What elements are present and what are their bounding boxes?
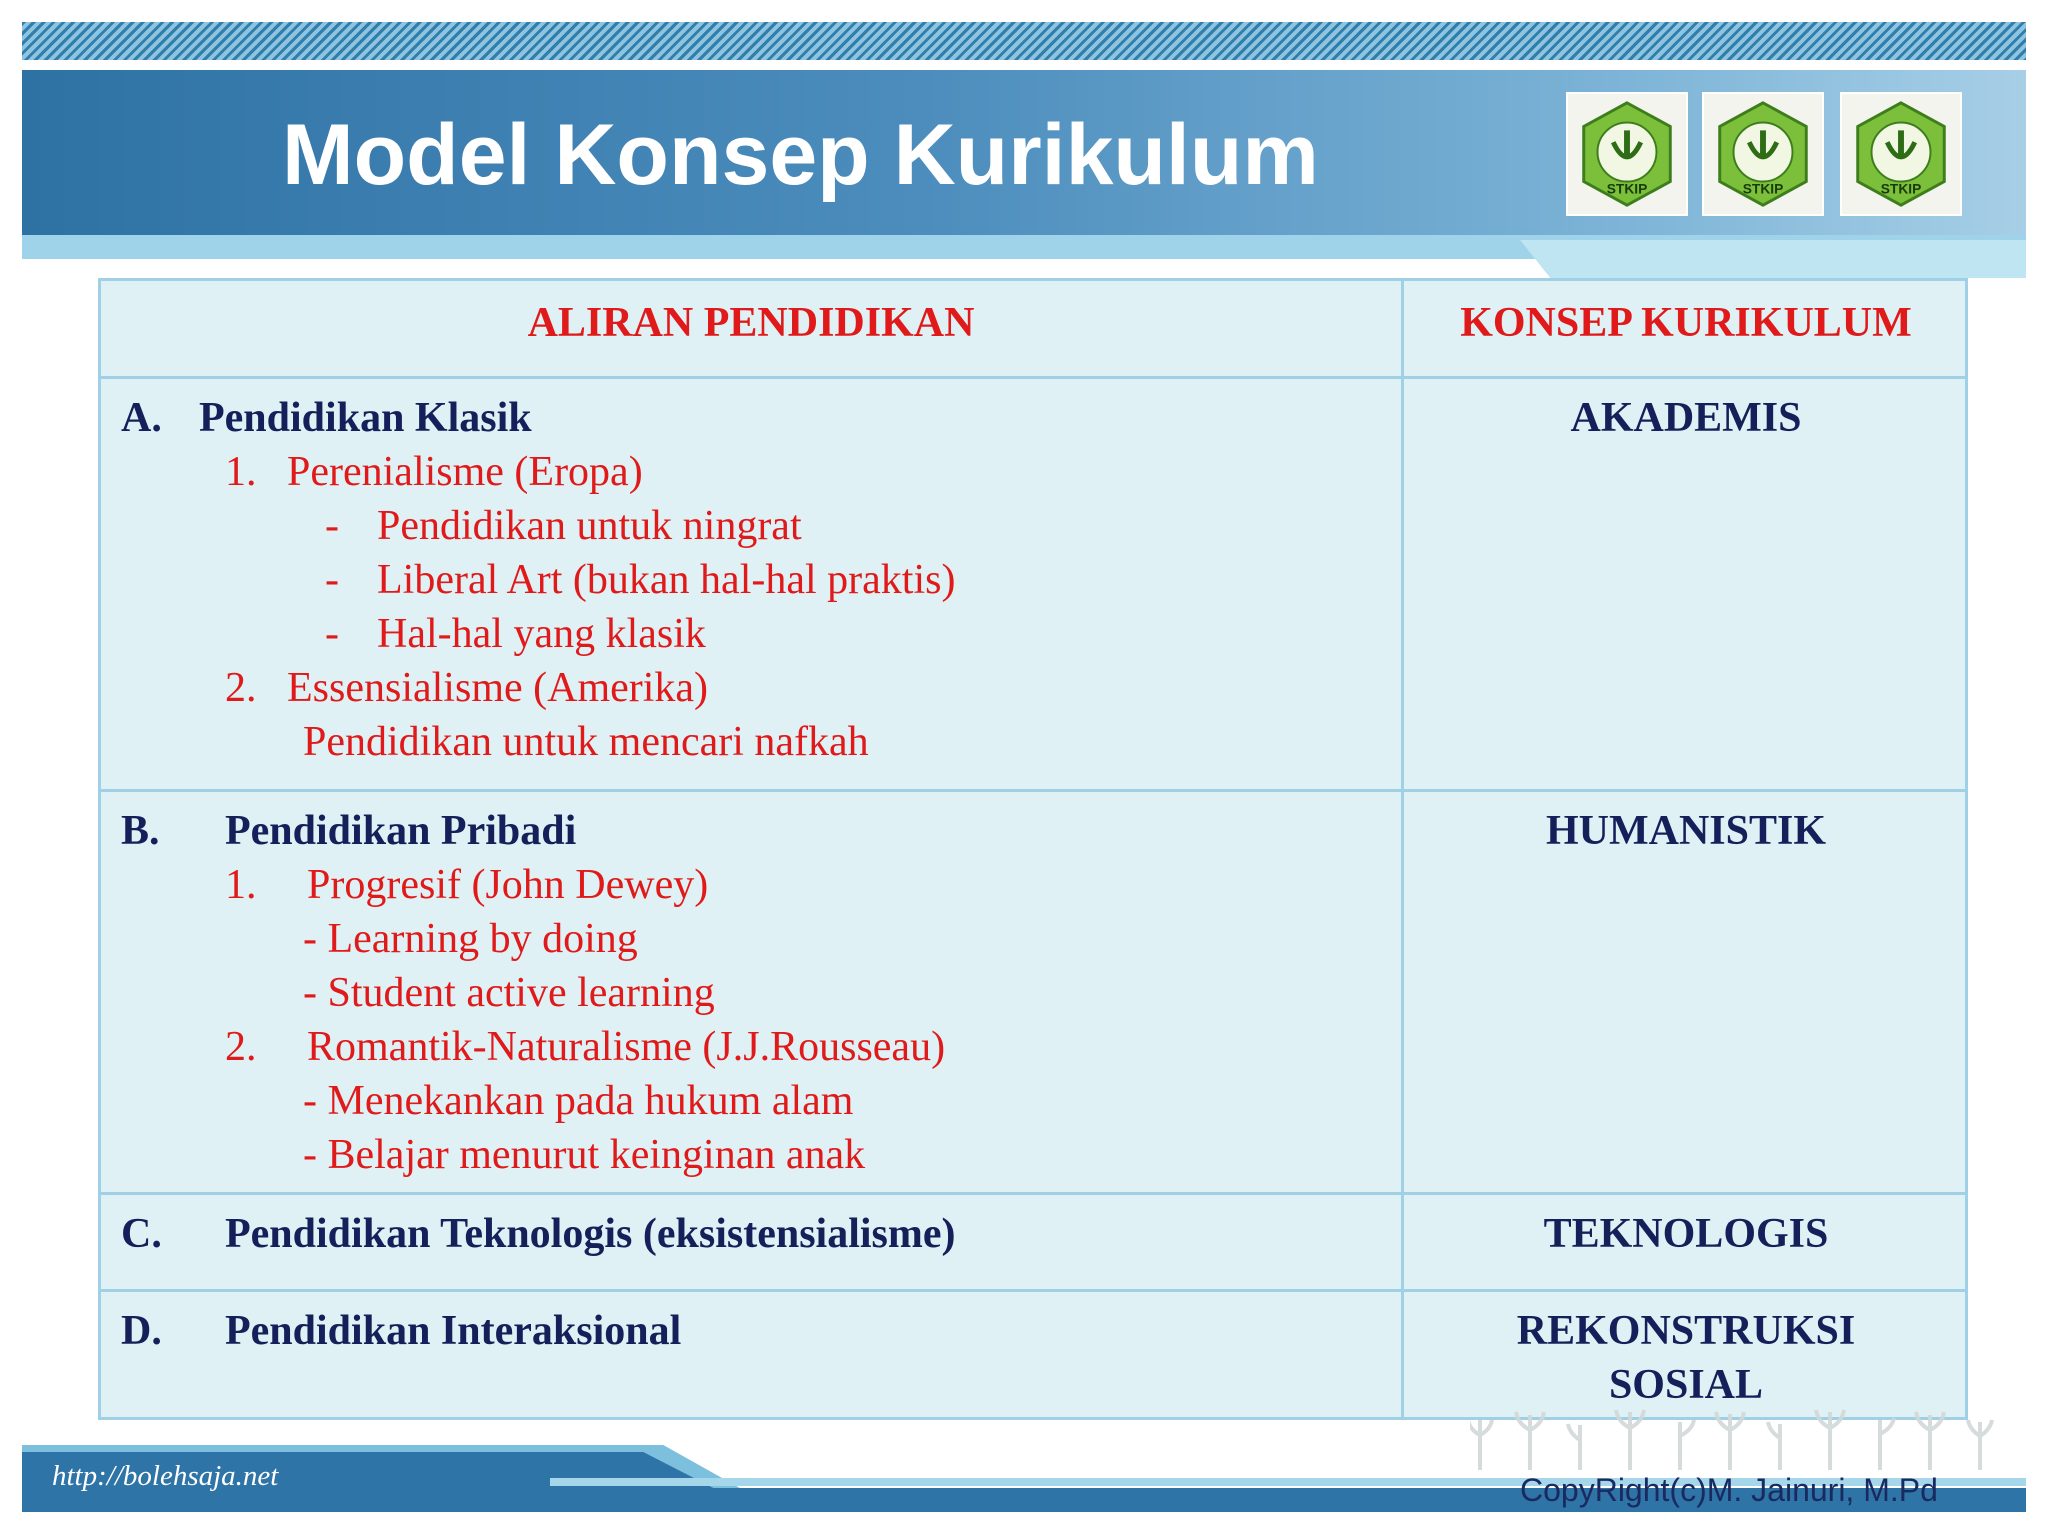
- curriculum-table: [98, 278, 1968, 1420]
- list-item: Progresif (John Dewey): [307, 862, 709, 908]
- list-number: 1.: [225, 862, 257, 908]
- concept-akademis: AKADEMIS: [1570, 395, 1802, 441]
- header-aliran-pendidikan: ALIRAN PENDIDIKAN: [527, 300, 975, 346]
- row-heading: Pendidikan Teknologis (eksistensialisme): [225, 1211, 956, 1257]
- row-heading: Pendidikan Interaksional: [225, 1308, 682, 1354]
- row-heading: Pendidikan Klasik: [199, 395, 532, 441]
- row-heading: Pendidikan Pribadi: [225, 808, 577, 854]
- svg-text:STKIP: STKIP: [1606, 181, 1648, 197]
- list-item: - Belajar menurut keinginan anak: [303, 1132, 866, 1178]
- stkip-logo: [1840, 92, 1962, 216]
- list-number: 2.: [225, 665, 257, 711]
- list-item: Hal-hal yang klasik: [377, 611, 706, 657]
- svg-text:STKIP: STKIP: [1880, 181, 1922, 197]
- list-number: 1.: [225, 449, 257, 495]
- title-underline-accent: [1520, 240, 2026, 278]
- row-divider: [101, 1289, 1965, 1292]
- stkip-logo: [1702, 92, 1824, 216]
- row-letter: C.: [121, 1211, 162, 1257]
- list-dash: -: [325, 503, 339, 549]
- header-konsep-kurikulum: KONSEP KURIKULUM: [1460, 300, 1912, 346]
- svg-text:STKIP: STKIP: [1742, 181, 1784, 197]
- row-divider: [101, 1192, 1965, 1195]
- plant-decoration: [1470, 1400, 2010, 1475]
- concept-sosial: SOSIAL: [1608, 1362, 1764, 1408]
- row-letter: A.: [121, 395, 162, 441]
- footer-copyright: CopyRight(c)M. Jainuri, M.Pd: [1520, 1472, 1938, 1508]
- list-dash: -: [325, 611, 339, 657]
- list-item: Romantik-Naturalisme (J.J.Rousseau): [307, 1024, 946, 1070]
- stkip-logo: [1566, 92, 1688, 216]
- list-item: - Learning by doing: [303, 916, 638, 962]
- list-item: Liberal Art (bukan hal-hal praktis): [377, 557, 956, 603]
- concept-teknologis: TEKNOLOGIS: [1543, 1211, 1829, 1257]
- list-item: - Menekankan pada hukum alam: [303, 1078, 854, 1124]
- list-item: Pendidikan untuk ningrat: [377, 503, 802, 549]
- list-dash: -: [325, 557, 339, 603]
- row-letter: B.: [121, 808, 160, 854]
- row-divider: [101, 789, 1965, 792]
- logo-group: [1566, 92, 1972, 218]
- concept-rekonstruksi: REKONSTRUKSI: [1516, 1308, 1856, 1354]
- footer-url: http://bolehsaja.net: [52, 1460, 279, 1492]
- slide-title: Model Konsep Kurikulum: [282, 107, 1319, 203]
- list-item: Pendidikan untuk mencari nafkah: [303, 719, 869, 765]
- list-item: Perenialisme (Eropa): [287, 449, 643, 495]
- row-letter: D.: [121, 1308, 162, 1354]
- list-item: Essensialisme (Amerika): [287, 665, 709, 711]
- list-item: - Student active learning: [303, 970, 715, 1016]
- row-divider: [101, 376, 1965, 379]
- header-stripe: [22, 22, 2026, 60]
- list-number: 2.: [225, 1024, 257, 1070]
- concept-humanistik: HUMANISTIK: [1545, 808, 1827, 854]
